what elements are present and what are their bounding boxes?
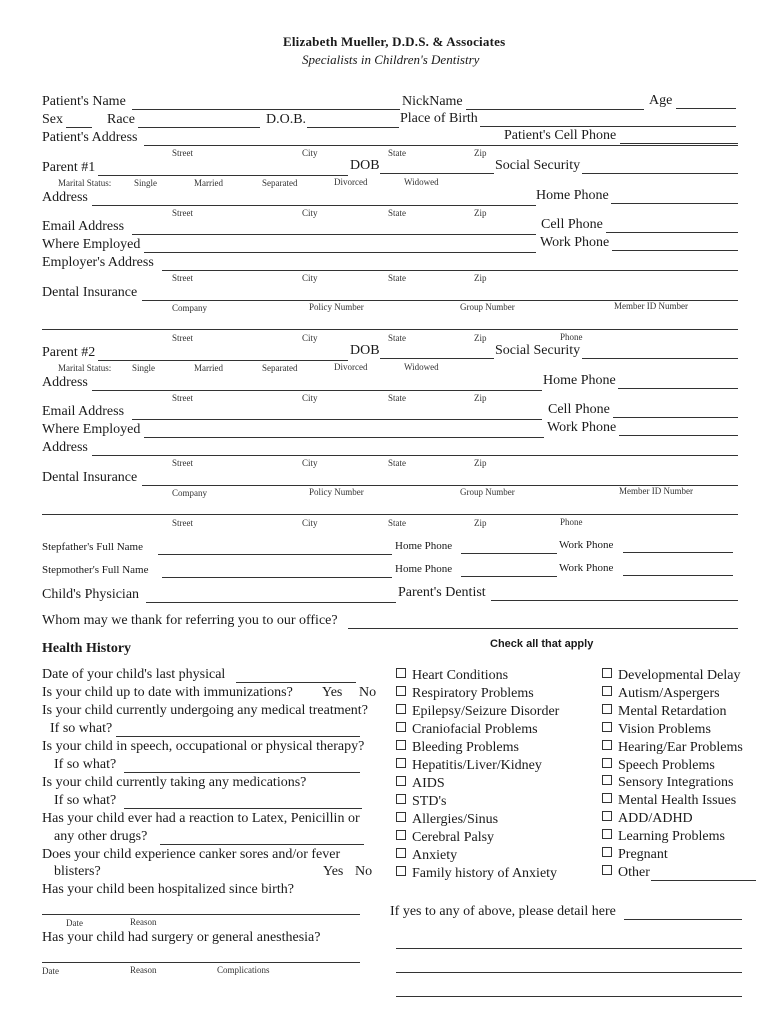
parent2-insurance-address-field[interactable] bbox=[42, 514, 738, 515]
condition-label: Sensory Integrations bbox=[618, 775, 734, 791]
condition-item[interactable] bbox=[602, 793, 736, 809]
parent1-dob-field[interactable] bbox=[380, 173, 494, 174]
race-field[interactable] bbox=[138, 127, 260, 128]
parent1-cell-label: Cell Phone bbox=[541, 217, 603, 232]
parent2-home-phone-field[interactable] bbox=[618, 388, 738, 389]
surgery-reason-label: Reason bbox=[130, 965, 157, 975]
surgery-date-label: Date bbox=[42, 966, 59, 976]
medications-field[interactable] bbox=[124, 808, 362, 809]
parent1-cell-field[interactable] bbox=[606, 232, 738, 233]
q-therapy-if-so: If so what? bbox=[54, 757, 117, 772]
condition-label: Pregnant bbox=[618, 847, 668, 862]
checkbox-icon[interactable] bbox=[602, 686, 612, 696]
condition-item[interactable] bbox=[396, 704, 559, 720]
stepmother-field[interactable] bbox=[162, 577, 392, 578]
sub-phone: Phone bbox=[560, 517, 583, 527]
checkbox-icon[interactable] bbox=[602, 740, 612, 750]
condition-label: Hearing/Ear Problems bbox=[618, 739, 743, 755]
condition-label: Mental Retardation bbox=[618, 703, 727, 719]
parent1-work-phone-field[interactable] bbox=[612, 250, 738, 251]
parent2-cell-label: Cell Phone bbox=[548, 402, 610, 417]
condition-label: Mental Health Issues bbox=[618, 793, 737, 809]
parent2-home-phone-label: Home Phone bbox=[543, 373, 616, 388]
checkbox-icon[interactable] bbox=[602, 758, 612, 768]
parent2-label: Parent #2 bbox=[42, 345, 96, 360]
other-drugs-field[interactable] bbox=[160, 844, 364, 845]
nickname-field[interactable] bbox=[466, 109, 644, 110]
dob-field[interactable] bbox=[307, 127, 399, 128]
condition-item[interactable] bbox=[396, 866, 557, 882]
condition-item[interactable] bbox=[602, 686, 720, 702]
parent1-ssn-field[interactable] bbox=[582, 173, 738, 174]
immunizations-no[interactable]: No bbox=[359, 685, 377, 700]
condition-label: Bleeding Problems bbox=[412, 740, 519, 755]
checkbox-icon[interactable] bbox=[396, 668, 406, 678]
condition-label: Hepatitis/Liver/Kidney bbox=[412, 758, 542, 773]
sub-company: Company bbox=[172, 303, 207, 313]
sub-group: Group Number bbox=[460, 302, 515, 312]
parent1-address-field[interactable] bbox=[92, 205, 536, 206]
place-of-birth-field[interactable] bbox=[480, 126, 736, 127]
parent2-address2-label: Address bbox=[42, 440, 88, 455]
q-immunizations: Is your child up to date with immunizations? bbox=[42, 685, 293, 700]
checkbox-icon[interactable] bbox=[396, 794, 406, 804]
sub-state: State bbox=[388, 273, 406, 283]
detail-field-1[interactable] bbox=[624, 919, 742, 920]
dentist-field[interactable] bbox=[491, 600, 738, 601]
detail-label: If yes to any of above, please detail here bbox=[390, 904, 616, 919]
sub-city: City bbox=[302, 273, 318, 283]
parent1-dob-label: DOB bbox=[350, 158, 380, 173]
sub-member: Member ID Number bbox=[614, 301, 688, 311]
condition-item[interactable] bbox=[602, 704, 726, 720]
condition-item[interactable] bbox=[602, 722, 711, 738]
parent2-address-field[interactable] bbox=[92, 390, 542, 391]
checkbox-icon[interactable] bbox=[602, 704, 612, 714]
p2-marital-single[interactable]: Single bbox=[132, 363, 156, 373]
condition-item[interactable] bbox=[602, 758, 715, 774]
sub-phone: Phone bbox=[560, 332, 583, 342]
stepfather-home-phone-field[interactable] bbox=[461, 553, 557, 554]
q-medical-treatment: Is your child currently undergoing any medical treatment? bbox=[42, 703, 368, 718]
condition-label: Speech Problems bbox=[618, 757, 715, 773]
condition-item[interactable] bbox=[396, 722, 538, 738]
practice-title: Elizabeth Mueller, D.D.S. & Associates bbox=[283, 34, 506, 49]
detail-field-4[interactable] bbox=[396, 996, 742, 997]
condition-label: Cerebral Palsy bbox=[412, 830, 495, 845]
stepfather-work-phone-label: Work Phone bbox=[559, 539, 614, 551]
condition-label: Respiratory Problems bbox=[412, 686, 534, 701]
parent2-email-label: Email Address bbox=[42, 404, 125, 419]
stepfather-work-phone-field[interactable] bbox=[623, 552, 733, 553]
hospitalized-reason-label: Reason bbox=[130, 917, 157, 927]
canker-no[interactable]: No bbox=[355, 864, 373, 879]
condition-item[interactable] bbox=[396, 686, 534, 702]
q-blisters: blisters? bbox=[54, 864, 101, 879]
sub-street: Street bbox=[172, 333, 193, 343]
checkbox-icon[interactable] bbox=[602, 722, 612, 732]
p1-marital-single[interactable]: Single bbox=[134, 178, 158, 188]
checkbox-icon[interactable] bbox=[396, 686, 406, 696]
therapy-field[interactable] bbox=[124, 772, 360, 773]
parent1-employer-address-field[interactable] bbox=[162, 270, 738, 271]
sub-member: Member ID Number bbox=[619, 486, 693, 496]
condition-label: AIDS bbox=[412, 776, 445, 791]
condition-label: Anxiety bbox=[412, 848, 458, 863]
sub-policy: Policy Number bbox=[309, 302, 364, 312]
sub-state: State bbox=[388, 518, 406, 528]
sub-zip: Zip bbox=[474, 148, 487, 158]
patient-name-label: Patient's Name bbox=[42, 94, 126, 109]
parent2-address2-field[interactable] bbox=[92, 455, 738, 456]
stepfather-field[interactable] bbox=[158, 554, 392, 555]
condition-label: Vision Problems bbox=[618, 721, 711, 737]
q-canker: Does your child experience canker sores and/or fever bbox=[42, 847, 341, 862]
checkbox-icon[interactable] bbox=[602, 865, 612, 875]
p1-marital-divorced[interactable]: Divorced bbox=[334, 177, 368, 187]
immunizations-yes[interactable]: Yes bbox=[322, 685, 343, 700]
checkbox-icon[interactable] bbox=[396, 830, 406, 840]
parent2-dob-field[interactable] bbox=[380, 358, 494, 359]
patient-address-label: Patient's Address bbox=[42, 130, 138, 145]
parent2-ssn-label: Social Security bbox=[495, 343, 581, 358]
checkbox-icon[interactable] bbox=[396, 776, 406, 786]
sub-street: Street bbox=[172, 273, 193, 283]
p2-marital-widowed[interactable]: Widowed bbox=[404, 362, 439, 372]
parent2-email-field[interactable] bbox=[132, 419, 542, 420]
checkbox-icon[interactable] bbox=[396, 722, 406, 732]
practice-subtitle: Specialists in Children's Dentistry bbox=[302, 52, 480, 67]
parent1-dental-label: Dental Insurance bbox=[42, 285, 138, 300]
condition-item[interactable] bbox=[396, 740, 519, 756]
stepmother-work-phone-field[interactable] bbox=[623, 575, 733, 576]
parent1-name-field[interactable] bbox=[98, 175, 348, 176]
medical-treatment-field[interactable] bbox=[116, 736, 360, 737]
sub-zip: Zip bbox=[474, 273, 487, 283]
q-hospitalized: Has your child been hospitalized since birth? bbox=[42, 882, 294, 897]
stepfather-label: Stepfather's Full Name bbox=[42, 541, 143, 553]
surgery-complications-label: Complications bbox=[217, 965, 270, 975]
patient-cell-field[interactable] bbox=[620, 143, 738, 144]
other-condition-field[interactable] bbox=[651, 880, 756, 881]
parent1-email-label: Email Address bbox=[42, 219, 125, 234]
sub-street: Street bbox=[172, 518, 193, 528]
last-physical-field[interactable] bbox=[236, 682, 356, 683]
condition-label: Developmental Delay bbox=[618, 668, 741, 683]
checkbox-icon[interactable] bbox=[396, 704, 406, 714]
sub-state: State bbox=[388, 393, 406, 403]
referral-field[interactable] bbox=[348, 628, 738, 629]
condition-item[interactable] bbox=[602, 775, 733, 791]
p1-marital-separated[interactable]: Separated bbox=[262, 178, 298, 188]
p1-marital-married[interactable]: Married bbox=[194, 178, 223, 188]
place-of-birth-label: Place of Birth bbox=[400, 111, 478, 126]
p1-marital-widowed[interactable]: Widowed bbox=[404, 177, 439, 187]
stepfather-home-phone-label: Home Phone bbox=[395, 540, 453, 552]
q-therapy: Is your child in speech, occupational or physical therapy? bbox=[42, 739, 365, 754]
stepmother-work-phone-label: Work Phone bbox=[559, 562, 614, 574]
sub-zip: Zip bbox=[474, 518, 487, 528]
checkbox-icon[interactable] bbox=[396, 866, 406, 876]
q-medical-if-so: If so what? bbox=[50, 721, 113, 736]
parent1-home-phone-field[interactable] bbox=[611, 203, 738, 204]
parent2-dob-label: DOB bbox=[350, 343, 380, 358]
checkbox-icon[interactable] bbox=[602, 775, 612, 785]
sub-zip: Zip bbox=[474, 333, 487, 343]
sub-city: City bbox=[302, 333, 318, 343]
patient-name-field[interactable] bbox=[132, 109, 400, 110]
condition-item[interactable] bbox=[602, 847, 668, 863]
checkbox-icon[interactable] bbox=[602, 793, 612, 803]
check-all-label: Check all that apply bbox=[490, 638, 594, 650]
parent1-employed-field[interactable] bbox=[144, 252, 536, 253]
condition-item[interactable] bbox=[602, 811, 693, 827]
parent1-label: Parent #1 bbox=[42, 160, 96, 175]
parent2-work-phone-label: Work Phone bbox=[547, 420, 617, 435]
parent2-ssn-field[interactable] bbox=[582, 358, 738, 359]
stepmother-home-phone-field[interactable] bbox=[461, 576, 557, 577]
physician-label: Child's Physician bbox=[42, 587, 140, 602]
sub-zip: Zip bbox=[474, 393, 487, 403]
sub-city: City bbox=[302, 208, 318, 218]
sub-city: City bbox=[302, 393, 318, 403]
condition-label: Epilepsy/Seizure Disorder bbox=[412, 704, 560, 719]
age-field[interactable] bbox=[676, 108, 736, 109]
nickname-label: NickName bbox=[402, 94, 463, 109]
sub-street: Street bbox=[172, 208, 193, 218]
checkbox-icon[interactable] bbox=[602, 668, 612, 678]
sub-zip: Zip bbox=[474, 458, 487, 468]
sub-street: Street bbox=[172, 458, 193, 468]
parent2-dental-label: Dental Insurance bbox=[42, 470, 138, 485]
condition-item[interactable] bbox=[396, 812, 498, 828]
q-last-physical: Date of your child's last physical bbox=[42, 667, 226, 682]
q-latex: Has your child ever had a reaction to Latex, Penicillin or bbox=[42, 811, 360, 826]
age-label: Age bbox=[649, 93, 673, 108]
sub-policy: Policy Number bbox=[309, 487, 364, 497]
p1-marital-label: Marital Status: bbox=[58, 178, 112, 188]
condition-item[interactable] bbox=[602, 668, 740, 684]
condition-item[interactable] bbox=[396, 794, 446, 810]
checkbox-icon[interactable] bbox=[602, 847, 612, 857]
sex-field[interactable] bbox=[66, 127, 92, 128]
sub-street: Street bbox=[172, 393, 193, 403]
condition-item[interactable] bbox=[396, 848, 457, 864]
condition-label: Heart Conditions bbox=[412, 668, 509, 683]
p2-marital-divorced[interactable]: Divorced bbox=[334, 362, 368, 372]
parent1-address-label: Address bbox=[42, 190, 88, 205]
sub-city: City bbox=[302, 518, 318, 528]
sub-group: Group Number bbox=[460, 487, 515, 497]
dentist-label: Parent's Dentist bbox=[398, 585, 486, 600]
sub-company: Company bbox=[172, 488, 207, 498]
condition-item[interactable] bbox=[396, 830, 494, 846]
parent1-work-phone-label: Work Phone bbox=[540, 235, 610, 250]
parent2-work-phone-field[interactable] bbox=[619, 435, 738, 436]
hospitalized-field[interactable] bbox=[42, 914, 360, 915]
stepmother-home-phone-label: Home Phone bbox=[395, 563, 453, 575]
sub-state: State bbox=[388, 458, 406, 468]
parent2-employed-label: Where Employed bbox=[42, 422, 141, 437]
checkbox-icon[interactable] bbox=[602, 811, 612, 821]
condition-label: Autism/Aspergers bbox=[618, 685, 720, 701]
sub-street: Street bbox=[172, 148, 193, 158]
sex-label: Sex bbox=[42, 112, 63, 127]
condition-item[interactable] bbox=[396, 758, 542, 774]
condition-label: Family history of Anxiety bbox=[412, 866, 558, 881]
parent1-employed-label: Where Employed bbox=[42, 237, 141, 252]
referral-label: Whom may we thank for referring you to our office? bbox=[42, 613, 338, 628]
parent1-employer-address-label: Employer's Address bbox=[42, 255, 154, 270]
condition-label: Learning Problems bbox=[618, 829, 725, 845]
health-history-title: Health History bbox=[42, 641, 132, 656]
sub-state: State bbox=[388, 148, 406, 158]
sub-zip: Zip bbox=[474, 208, 487, 218]
detail-field-2[interactable] bbox=[396, 948, 742, 949]
physician-field[interactable] bbox=[146, 602, 396, 603]
p2-marital-label: Marital Status: bbox=[58, 363, 112, 373]
condition-label: ADD/ADHD bbox=[618, 811, 693, 827]
stepmother-label: Stepmother's Full Name bbox=[42, 564, 149, 576]
q-medications-if-so: If so what? bbox=[54, 793, 117, 808]
detail-field-3[interactable] bbox=[396, 972, 742, 973]
condition-label: Craniofacial Problems bbox=[412, 722, 538, 737]
race-label: Race bbox=[107, 112, 135, 127]
sub-state: State bbox=[388, 208, 406, 218]
condition-item[interactable] bbox=[602, 865, 650, 881]
q-medications: Is your child currently taking any medications? bbox=[42, 775, 307, 790]
condition-label: STD's bbox=[412, 794, 447, 809]
parent2-cell-field[interactable] bbox=[613, 417, 738, 418]
parent1-ssn-label: Social Security bbox=[495, 158, 581, 173]
hospitalized-date-label: Date bbox=[66, 918, 83, 928]
parent1-home-phone-label: Home Phone bbox=[536, 188, 609, 203]
canker-yes[interactable]: Yes bbox=[323, 864, 344, 879]
surgery-field[interactable] bbox=[42, 962, 360, 963]
dob-label: D.O.B. bbox=[266, 112, 307, 127]
parent2-employed-field[interactable] bbox=[144, 437, 544, 438]
condition-item[interactable] bbox=[602, 740, 743, 756]
condition-label: Allergies/Sinus bbox=[412, 812, 499, 827]
parent2-name-field[interactable] bbox=[98, 360, 348, 361]
parent1-email-field[interactable] bbox=[132, 234, 536, 235]
condition-label: Other bbox=[618, 864, 650, 880]
sub-state: State bbox=[388, 333, 406, 343]
p2-marital-separated[interactable]: Separated bbox=[262, 363, 298, 373]
condition-item[interactable] bbox=[396, 776, 445, 792]
checkbox-icon[interactable] bbox=[602, 829, 612, 839]
p2-marital-married[interactable]: Married bbox=[194, 363, 223, 373]
sub-city: City bbox=[302, 458, 318, 468]
patient-address-field[interactable] bbox=[144, 145, 738, 146]
q-other-drugs: any other drugs? bbox=[54, 829, 148, 844]
checkbox-icon[interactable] bbox=[396, 812, 406, 822]
checkbox-icon[interactable] bbox=[396, 758, 406, 768]
parent1-insurance-address-field[interactable] bbox=[42, 329, 738, 330]
parent2-address-label: Address bbox=[42, 375, 88, 390]
condition-item[interactable] bbox=[396, 668, 508, 684]
condition-item[interactable] bbox=[602, 829, 725, 845]
checkbox-icon[interactable] bbox=[396, 848, 406, 858]
q-surgery: Has your child had surgery or general anesthesia? bbox=[42, 930, 321, 945]
sub-city: City bbox=[302, 148, 318, 158]
patient-cell-label: Patient's Cell Phone bbox=[504, 128, 617, 143]
checkbox-icon[interactable] bbox=[396, 740, 406, 750]
